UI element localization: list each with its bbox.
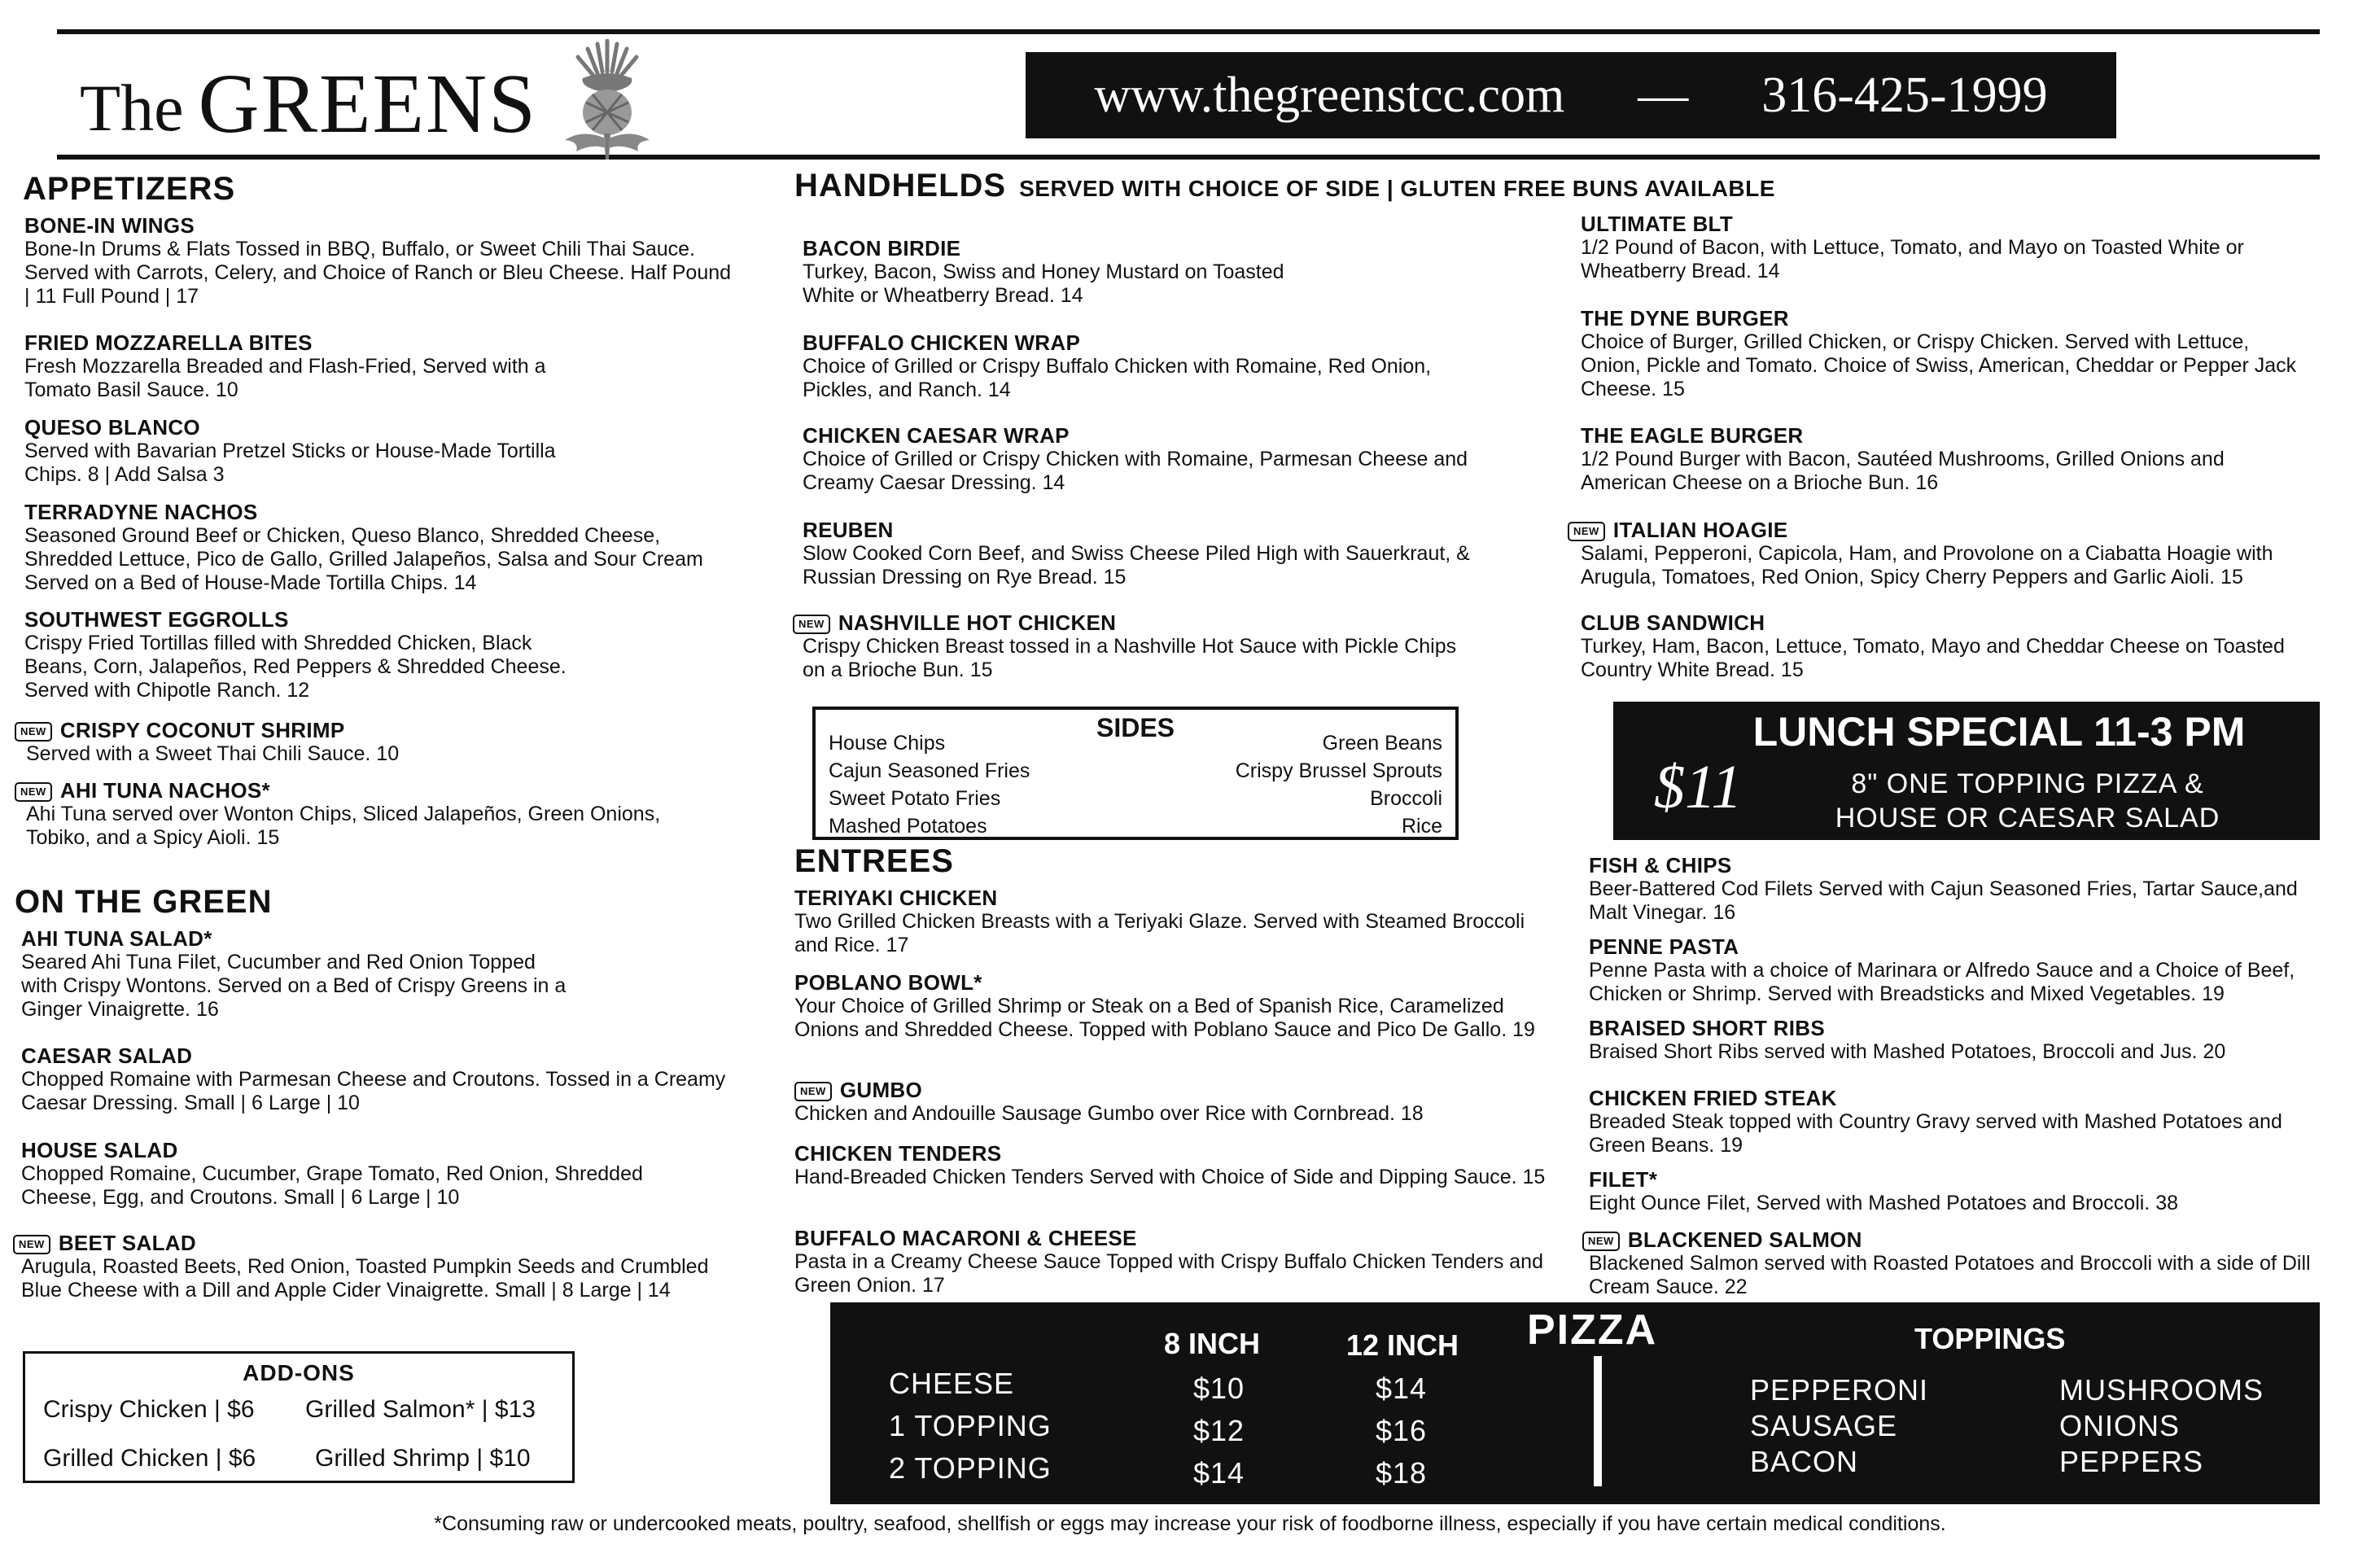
sides-title: SIDES — [1096, 713, 1175, 742]
item-desc: 1/2 Pound Burger with Bacon, Sautéed Mushrooms, Grilled Onions and American Cheese on a Brioche Bun. 16 — [1581, 448, 2225, 494]
item-name: BUFFALO CHICKEN WRAP — [803, 330, 1081, 355]
pizza-price: $14 — [1193, 1456, 1245, 1490]
menu-item — [13, 1231, 721, 1302]
item-name: CHICKEN CAESAR WRAP — [803, 423, 1070, 448]
handhelds-title: HANDHELDS SERVED WITH CHOICE OF SIDE | GLUTEN FREE BUNS AVAILABLE — [794, 168, 1775, 203]
item-name: QUESO BLANCO — [24, 415, 200, 440]
item-name: FISH & CHIPS — [1589, 853, 1732, 877]
topping-item: PEPPERONI — [1750, 1373, 1929, 1407]
addon-item: Grilled Chicken | $6 — [43, 1445, 256, 1472]
item-name: CLUB SANDWICH — [1581, 610, 1765, 635]
contact-separator: — — [1638, 67, 1689, 123]
on-the-green-title: ON THE GREEN — [15, 884, 273, 920]
item-desc: Turkey, Bacon, Swiss and Honey Mustard on Toasted White or Wheatberry Bread. 14 — [803, 260, 1284, 307]
menu-item — [1581, 306, 2313, 401]
logo-greens: GREENS — [198, 57, 537, 151]
handhelds-subtitle: SERVED WITH CHOICE OF SIDE | GLUTEN FREE BUNS AVAILABLE — [1019, 176, 1775, 201]
item-desc: Served with Bavarian Pretzel Sticks or House-Made Tortilla Chips. 8 | Add Salsa 3 — [24, 440, 556, 486]
topping-item: PEPPERS — [2059, 1445, 2204, 1478]
item-desc: Choice of Grilled or Crispy Chicken with Romaine, Parmesan Cheese and Creamy Caesar Dressing. 14 — [803, 448, 1468, 494]
item-name: NEW AHI TUNA NACHOS* — [15, 778, 690, 803]
item-name: THE DYNE BURGER — [1581, 306, 1789, 330]
menu-item — [803, 423, 1478, 495]
item-desc: Chopped Romaine with Parmesan Cheese and Croutons. Tossed in a Creamy Caesar Dressing. Small | 6 Large | 10 — [21, 1068, 726, 1114]
menu-item — [1589, 853, 2305, 925]
side-item: Rice — [1401, 815, 1442, 838]
thistle-icon — [550, 39, 664, 161]
new-badge: NEW — [13, 1235, 50, 1254]
pizza-price: $10 — [1193, 1372, 1245, 1405]
pizza-prices-8 — [1193, 1367, 1245, 1494]
item-name: SOUTHWEST EGGROLLS — [24, 607, 289, 632]
menu-item — [1581, 423, 2313, 495]
new-badge: NEW — [15, 722, 52, 742]
pizza-price: $18 — [1376, 1456, 1428, 1490]
pizza-panel — [830, 1302, 2320, 1504]
item-desc: Slow Cooked Corn Beef, and Swiss Cheese Piled High with Sauerkraut, & Russian Dressing on Rye Bread. 15 — [803, 542, 1470, 589]
item-name: CAESAR SALAD — [21, 1044, 193, 1068]
toppings-right-list — [2059, 1372, 2264, 1480]
item-desc: Your Choice of Grilled Shrimp or Steak on a Bed of Spanish Rice, Caramelized Onions and Shredded Cheese. Topped with Poblano Sauce and Pico De Gallo. 19 — [794, 995, 1535, 1041]
logo — [80, 49, 537, 151]
menu-item — [1568, 518, 2317, 589]
topping-item: BACON — [1750, 1445, 1859, 1478]
new-badge: NEW — [15, 782, 52, 802]
pizza-prices-12 — [1376, 1367, 1427, 1494]
item-desc: Salami, Pepperoni, Capicola, Ham, and Provolone on a Ciabatta Hoagie with Arugula, Tomatoes, Red Onion, Spicy Cherry Peppers and Garlic Aioli. 15 — [1581, 542, 2273, 589]
sides-right-list — [1236, 729, 1442, 840]
menu-item — [21, 1044, 754, 1115]
new-badge: NEW — [1582, 1232, 1620, 1251]
item-name: CHICKEN FRIED STEAK — [1589, 1086, 1837, 1110]
item-name: TERIYAKI CHICKEN — [794, 886, 998, 910]
menu-item — [15, 778, 690, 850]
item-desc: Blackened Salmon served with Roasted Potatoes and Broccoli with a side of Dill Cream Sauce. 22 — [1589, 1252, 2311, 1298]
menu-item — [1581, 212, 2313, 283]
item-desc: Chicken and Andouille Sausage Gumbo over Rice with Cornbread. 18 — [794, 1102, 1424, 1125]
menu-item — [803, 330, 1494, 402]
item-desc: Fresh Mozzarella Breaded and Flash-Fried, Served with a Tomato Basil Sauce. 10 — [24, 355, 546, 401]
addons-title: ADD-ONS — [243, 1360, 355, 1385]
pizza-col-8inch: 8 INCH — [1164, 1327, 1261, 1360]
side-item: Crispy Brussel Sprouts — [1235, 759, 1442, 782]
menu-item — [1581, 610, 2297, 682]
menu-item — [794, 970, 1551, 1042]
menu-item — [1589, 934, 2370, 1006]
menu-item — [15, 718, 715, 766]
item-desc: Bone-In Drums & Flats Tossed in BBQ, Buffalo, or Sweet Chili Thai Sauce. Served with Carrots, Celery, and Choice of Ranch or Bleu Cheese. Half Pound | 11 Full Pound | 17 — [24, 238, 732, 308]
menu-item — [24, 330, 578, 402]
menu-item — [803, 236, 1307, 308]
item-name: REUBEN — [803, 518, 894, 542]
pizza-row-name: 2 TOPPING — [889, 1451, 1052, 1485]
header-rule — [57, 155, 2320, 160]
item-desc: Braised Short Ribs served with Mashed Potatoes, Broccoli and Jus. 20 — [1589, 1040, 2226, 1063]
item-desc: Seared Ahi Tuna Filet, Cucumber and Red Onion Topped with Crispy Wontons. Served on a Bed of Crispy Greens in a Ginger Vinaigrette. 16 — [21, 951, 567, 1021]
item-desc: Arugula, Roasted Beets, Red Onion, Toasted Pumpkin Seeds and Crumbled Blue Cheese with a Dill and Apple Cider Vinaigrette. Small | 8 Large | 14 — [21, 1255, 709, 1302]
pizza-divider — [1594, 1356, 1602, 1486]
menu-item — [21, 926, 575, 1022]
phone-number[interactable]: 316-425-1999 — [1761, 67, 2048, 123]
item-name: NEW BEET SALAD — [13, 1231, 721, 1255]
item-desc: Choice of Burger, Grilled Chicken, or Crispy Chicken. Served with Lettuce, Onion, Pickle and Tomato. Choice of Swiss, American, Cheddar or Pepper Jack Cheese. 15 — [1581, 330, 2297, 400]
addon-item: Grilled Shrimp | $10 — [315, 1445, 531, 1472]
menu-item — [794, 886, 1560, 957]
menu-item — [803, 518, 1478, 589]
item-name: PENNE PASTA — [1589, 934, 1739, 959]
item-name: TERRADYNE NACHOS — [24, 500, 258, 524]
item-desc: Eight Ounce Filet, Served with Mashed Potatoes and Broccoli. 38 — [1589, 1192, 2178, 1214]
menu-item — [794, 1078, 1560, 1126]
menu-item — [1582, 1227, 2339, 1299]
item-desc: Two Grilled Chicken Breasts with a Teriyaki Glaze. Served with Steamed Broccoli and Rice. 17 — [794, 910, 1525, 956]
item-name: CHICKEN TENDERS — [794, 1141, 1002, 1166]
menu-item — [24, 500, 741, 595]
new-badge: NEW — [794, 1082, 832, 1101]
item-name: POBLANO BOWL* — [794, 970, 982, 995]
side-item: Mashed Potatoes — [829, 815, 987, 838]
logo-the: The — [80, 71, 184, 145]
item-name: BRAISED SHORT RIBS — [1589, 1016, 1825, 1040]
pizza-col-12inch: 12 INCH — [1346, 1328, 1459, 1362]
item-desc: Crispy Chicken Breast tossed in a Nashville Hot Sauce with Pickle Chips on a Brioche Bun. 15 — [803, 635, 1457, 681]
pizza-row-name: CHEESE — [889, 1367, 1015, 1400]
item-name: NEW ITALIAN HOAGIE — [1568, 518, 2317, 542]
top-rule — [57, 29, 2320, 34]
side-item: Broccoli — [1370, 787, 1442, 810]
menu-item — [24, 213, 741, 308]
item-desc: Chopped Romaine, Cucumber, Grape Tomato, Red Onion, Shredded Cheese, Egg, and Croutons. Small | 6 Large | 10 — [21, 1162, 643, 1209]
item-desc: Served with a Sweet Thai Chili Sauce. 10 — [26, 742, 400, 765]
item-name: THE EAGLE BURGER — [1581, 423, 1804, 448]
item-name: ULTIMATE BLT — [1581, 212, 1733, 236]
lunch-special-desc: 8" ONE TOPPING PIZZA & HOUSE OR CAESAR SALAD — [1835, 768, 2220, 834]
item-name: NEW NASHVILLE HOT CHICKEN — [793, 610, 1477, 635]
side-item: Cajun Seasoned Fries — [829, 759, 1030, 782]
item-name: BACON BIRDIE — [803, 236, 961, 260]
pizza-size-names — [889, 1363, 1052, 1490]
item-name: BONE-IN WINGS — [24, 213, 195, 238]
item-name: NEW GUMBO — [794, 1078, 1560, 1102]
addon-item: Crispy Chicken | $6 — [43, 1396, 255, 1423]
pizza-price: $12 — [1193, 1414, 1245, 1447]
item-desc: Beer-Battered Cod Filets Served with Cajun Seasoned Fries, Tartar Sauce,and Malt Vinegar. 16 — [1589, 877, 2298, 924]
item-desc: Crispy Fried Tortillas filled with Shredded Chicken, Black Beans, Corn, Jalapeños, Red Peppers & Shredded Cheese. Served with Chipotle Ranch. 12 — [24, 632, 567, 702]
item-desc: Hand-Breaded Chicken Tenders Served with Choice of Side and Dipping Sauce. 15 — [794, 1166, 1546, 1188]
item-name: NEW BLACKENED SALMON — [1582, 1227, 2339, 1252]
new-badge: NEW — [1568, 522, 1605, 541]
item-desc: Pasta in a Creamy Cheese Sauce Topped with Crispy Buffalo Chicken Tenders and Green Onion. 17 — [794, 1250, 1543, 1297]
side-item: Green Beans — [1322, 732, 1442, 755]
lunch-special-price: $11 — [1654, 753, 1743, 821]
menu-item — [1589, 1086, 2321, 1157]
menu-item — [794, 1141, 1560, 1189]
addons-box — [23, 1351, 575, 1483]
item-name: NEW CRISPY COCONUT SHRIMP — [15, 718, 715, 742]
menu-item — [794, 1226, 1560, 1297]
lunch-special-banner — [1613, 702, 2320, 840]
item-name: AHI TUNA SALAD* — [21, 926, 212, 951]
sides-left-list — [829, 729, 1030, 840]
new-badge: NEW — [793, 615, 830, 634]
entrees-title: ENTREES — [794, 843, 954, 879]
item-name: BUFFALO MACARONI & CHEESE — [794, 1226, 1137, 1250]
topping-item: ONIONS — [2059, 1409, 2181, 1442]
side-item: House Chips — [829, 732, 946, 755]
menu-item — [1589, 1167, 2321, 1215]
lunch-special-title: LUNCH SPECIAL 11-3 PM — [1752, 709, 2246, 755]
pizza-price: $14 — [1376, 1372, 1428, 1405]
pizza-price: $16 — [1376, 1414, 1428, 1447]
pizza-row-name: 1 TOPPING — [889, 1409, 1052, 1442]
menu-item — [21, 1138, 721, 1210]
item-name: FRIED MOZZARELLA BITES — [24, 330, 313, 355]
menu-item — [793, 610, 1477, 682]
contact-bar — [1026, 52, 2116, 138]
item-name: HOUSE SALAD — [21, 1138, 178, 1162]
item-name: FILET* — [1589, 1167, 1658, 1192]
pizza-title: PIZZA — [1527, 1306, 1658, 1354]
item-desc: Ahi Tuna served over Wonton Chips, Sliced Jalapeños, Green Onions, Tobiko, and a Spicy Aioli. 15 — [26, 803, 661, 849]
side-item: Sweet Potato Fries — [829, 787, 1001, 810]
addon-item: Grilled Salmon* | $13 — [305, 1396, 536, 1423]
menu-item — [1589, 1016, 2321, 1064]
item-desc: 1/2 Pound of Bacon, with Lettuce, Tomato, and Mayo on Toasted White or Wheatberry Bread. 14 — [1581, 236, 2244, 282]
menu-item — [24, 607, 578, 702]
item-desc: Turkey, Ham, Bacon, Lettuce, Tomato, Mayo and Cheddar Cheese on Toasted Country White Bread. 15 — [1581, 635, 2285, 681]
health-disclaimer: *Consuming raw or undercooked meats, poultry, seafood, shellfish or eggs may increase your risk of foodborne illness, especially if you have certain medical conditions. — [434, 1512, 1946, 1535]
website-link[interactable]: www.thegreenstcc.com — [1094, 67, 1565, 123]
appetizers-title: APPETIZERS — [23, 171, 236, 207]
item-desc: Breaded Steak topped with Country Gravy served with Mashed Potatoes and Green Beans. 19 — [1589, 1110, 2282, 1157]
toppings-left-list — [1750, 1372, 1928, 1480]
item-desc: Penne Pasta with a choice of Marinara or Alfredo Sauce and a Choice of Beef, Chicken or Shrimp. Served with Breadsticks and Mixed Vegetables. 19 — [1589, 959, 2295, 1005]
menu-item — [24, 415, 578, 487]
item-desc: Seasoned Ground Beef or Chicken, Queso Blanco, Shredded Cheese, Shredded Lettuce, Pico de Gallo, Grilled Jalapeños, Salsa and Sour Cream Served on a Bed of House-Made Tortilla Chips. 14 — [24, 524, 703, 594]
toppings-title: TOPPINGS — [1914, 1322, 2066, 1355]
sides-box — [812, 707, 1459, 840]
topping-item: MUSHROOMS — [2059, 1373, 2264, 1407]
item-desc: Choice of Grilled or Crispy Buffalo Chicken with Romaine, Red Onion, Pickles, and Ranch. 14 — [803, 355, 1432, 401]
topping-item: SAUSAGE — [1750, 1409, 1898, 1442]
